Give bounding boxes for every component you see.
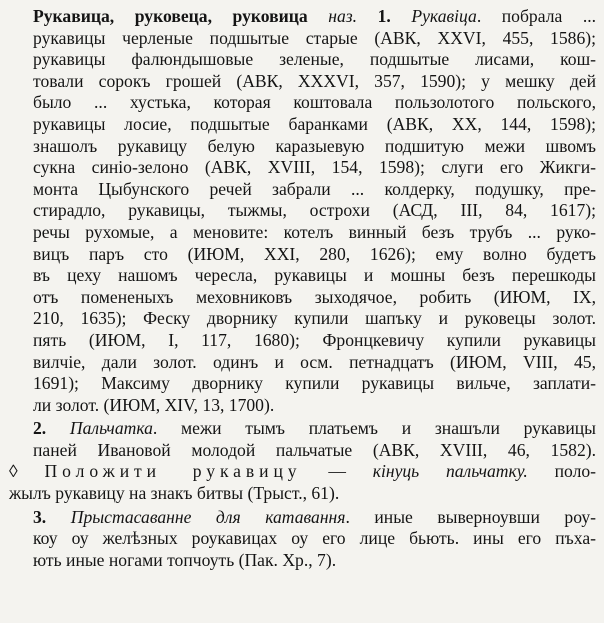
- phrase: Положити рукавицу: [44, 461, 302, 482]
- text-line: въ цеху нашомъ чересла, рукавицы и мошны безъ перешкоды: [33, 265, 596, 286]
- text-line: товали сорокъ грошей (АВК, XXXVI, 357, 1590); у мешку дей: [33, 70, 596, 91]
- text-line: рукавицы черленые подшытые старые (АВК, XXVI, 455, 1586);: [33, 27, 596, 48]
- sense-gloss: Рукавіца: [411, 6, 477, 26]
- text-line: [9, 461, 596, 483]
- phrase-gloss: кінуць пальчатку.: [372, 461, 528, 482]
- text-line: вицъ паръ сто (ИЮМ, XXI, 280, 1626); ему волно будетъ: [33, 243, 596, 264]
- text-line: сукна синіо-зелоно (АВК, XVIII, 154, 1598); слуги его Жикги-: [33, 157, 596, 178]
- text-line: отъ помененыхъ меховниковъ зыходячое, робить (ИЮМ, IX,: [33, 286, 596, 307]
- text-line: [9, 6, 596, 28]
- text-line: жылъ рукавицу на знакъ битвы (Трыст., 61).: [9, 483, 340, 504]
- entry-phrase: [9, 461, 596, 504]
- sense-number: 3.: [33, 506, 47, 527]
- text-line: стирадло, рукавицы, тыжмы, острохи (АСД, III, 84, 1617);: [33, 200, 596, 221]
- text-line: знашолъ рукавицу белую каразыевую подшитую межи швомъ: [33, 135, 596, 156]
- text-line: рукавицы фалюндышовые зеленые, подшытые лисами, кош-: [33, 49, 596, 70]
- citation-text: . иные выверноувши роу-: [345, 506, 596, 527]
- text-line: рукавицы лосие, подшытые баранками (АВК, XX, 144, 1598);: [33, 113, 596, 134]
- text-line: [9, 418, 596, 440]
- text-line: [9, 507, 596, 529]
- citation-text: . побрала ...: [476, 6, 597, 26]
- text-line: ли золот. (ИЮМ, XIV, 13, 1700).: [33, 394, 275, 415]
- text-line: 210, 1635); Феску дворнику купили шапъку и руковецы золот.: [33, 308, 596, 329]
- text-line: речы рухомые, а меновите: котелъ винный безъ трубъ ... руко-: [33, 221, 596, 242]
- sense-gloss: Пальчатка: [69, 418, 153, 439]
- text-line: 1691); Максиму дворнику купили рукавицы вильче, заплати-: [33, 373, 596, 394]
- sense-number: 2.: [33, 418, 47, 439]
- headword: Рукавица, руковеца, руковица: [33, 6, 308, 26]
- text-line: монта Цыбунского речей забрали ... колдерку, подушку, пре-: [33, 178, 596, 199]
- phrase-dash: —: [301, 461, 373, 482]
- entry-sense-3: [9, 507, 596, 572]
- text-line: ють иные ногами топчоуть (Пак. Хр., 7).: [33, 549, 337, 570]
- phrase-marker: ◊: [9, 461, 18, 482]
- text-line: коу оу желѣзных роукавицах оу его лице бьють. ины его пъха-: [33, 528, 596, 549]
- entry-sense-1: [9, 6, 596, 416]
- sense-gloss: Прыстасаванне для катавання: [70, 506, 346, 527]
- text-line: пять (ИЮМ, I, 117, 1680); Фронцкевичу купили рукавицы: [33, 329, 596, 350]
- text-line: вилчіе, дали золот. одинъ и осм. петнадцатъ (ИЮМ, VIII, 45,: [33, 351, 596, 372]
- text-line: паней Ивановой молодой пальчатые (АВК, XVIII, 46, 1582).: [33, 439, 596, 460]
- citation-text: . межи тымъ платьемъ и знашъли рукавицы: [152, 418, 596, 439]
- citation-text: поло-: [527, 461, 596, 482]
- entry-sense-2: [9, 418, 596, 461]
- part-of-speech: наз.: [328, 6, 358, 26]
- text-line: было ... хустька, которая коштовала пользолотого польского,: [33, 92, 596, 113]
- sense-number: 1.: [377, 6, 391, 26]
